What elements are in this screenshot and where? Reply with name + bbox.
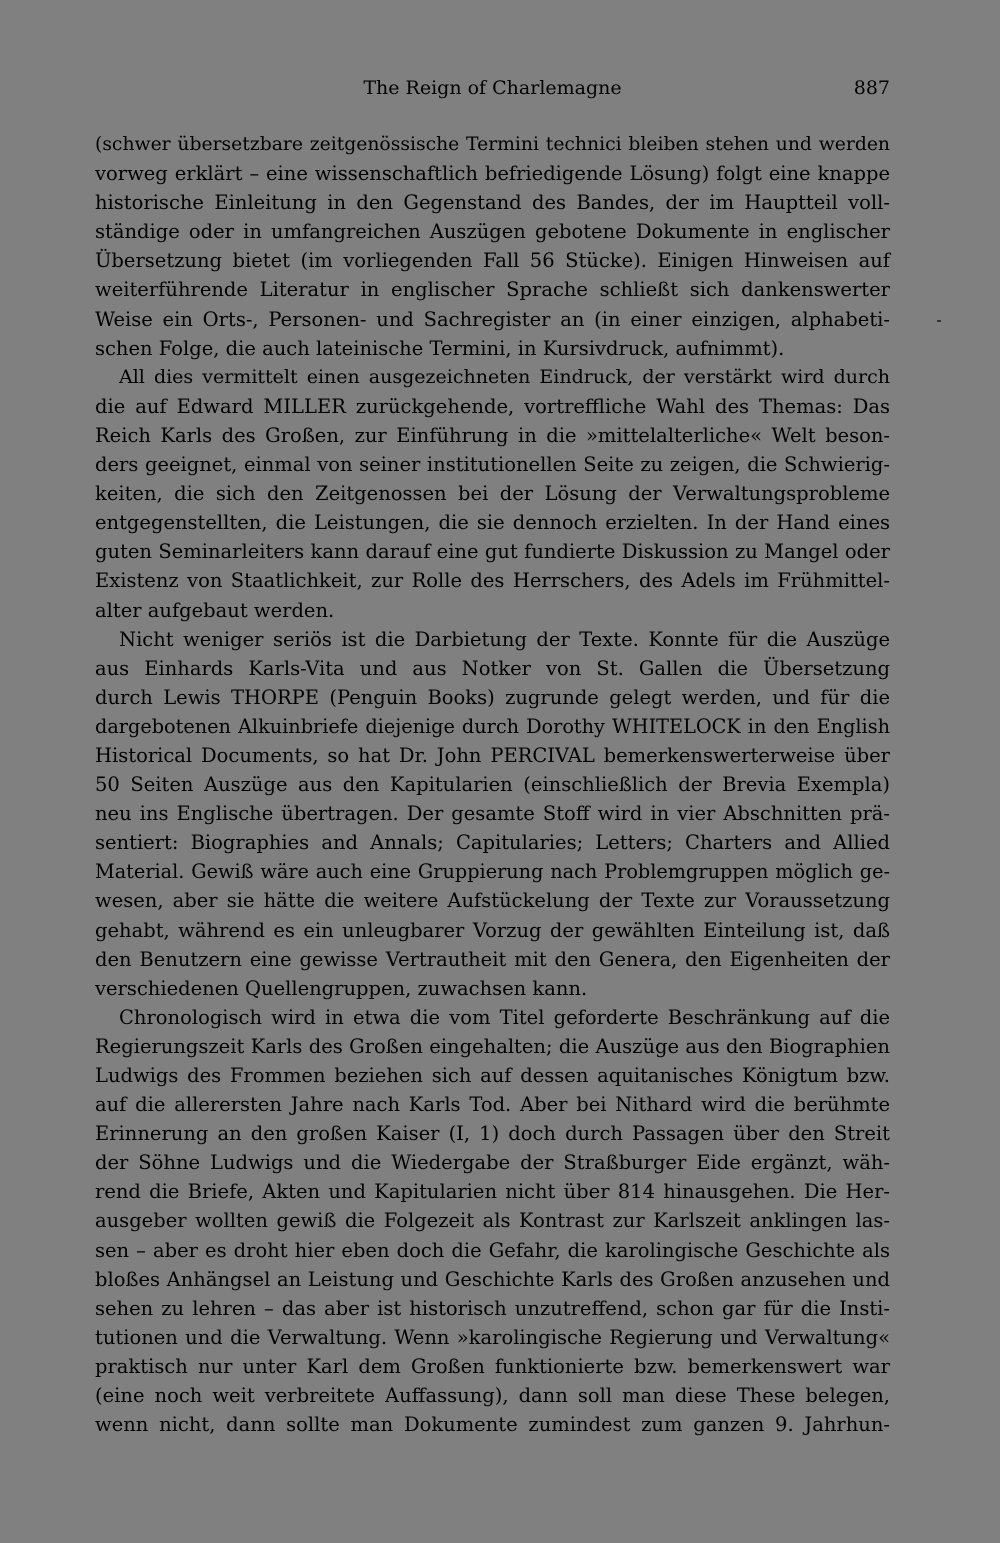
text-line: Reich Karls des Großen, zur Einführung in die »mittelalterliche« Welt beson-	[95, 423, 890, 447]
text-line: Chronologisch wird in etwa die vom Titel geforderte Beschränkung auf die	[119, 1005, 890, 1029]
text-line: durch Lewis THORPE (Penguin Books) zugrunde gelegt werden, und für die	[95, 685, 890, 709]
text-line: gehabt, während es ein unleugbarer Vorzug der gewählten Einteilung ist, daß	[95, 918, 890, 942]
text-line: Existenz von Staatlichkeit, zur Rolle des Herrschers, des Adels im Frühmittel-	[95, 569, 890, 593]
text-line: aus Einhards Karls-Vita und aus Notker von St. Gallen die Übersetzung	[95, 656, 890, 680]
text-line: Regierungszeit Karls des Großen eingehalten; die Auszüge aus den Biographien	[95, 1034, 890, 1058]
text-line: sen – aber es droht hier eben doch die Gefahr, die karolingische Geschichte als	[95, 1238, 890, 1262]
text-line: den Benutzern eine gewisse Vertrautheit mit den Genera, den Eigenheiten der	[95, 947, 890, 971]
text-line: (eine noch weit verbreitete Auffassung), dann soll man diese These belegen,	[95, 1384, 890, 1408]
text-line: Übersetzung bietet (im vorliegenden Fall 56 Stücke). Einigen Hinweisen auf	[95, 249, 890, 273]
margin-mark	[937, 320, 941, 322]
text-line: historische Einleitung in den Gegenstand des Bandes, der im Hauptteil voll-	[95, 191, 890, 215]
text-line: (schwer übersetzbare zeitgenössische Termini technici bleiben stehen und werden	[95, 134, 890, 155]
text-line: entgegenstellten, die Leistungen, die sie dennoch erzielten. In der Hand eines	[95, 511, 890, 535]
text-line: neu ins Englische übertragen. Der gesamte Stoff wird in vier Abschnitten prä-	[95, 802, 890, 826]
text-line: Historical Documents, so hat Dr. John PERCIVAL bemerkenswerterweise über	[95, 743, 890, 767]
text-line: bloßes Anhängsel an Leistung und Geschichte Karls des Großen anzusehen und	[95, 1267, 890, 1291]
text-line: sentiert: Biographies and Annals; Capitularies; Letters; Charters and Allied	[95, 831, 890, 855]
page-number: 887	[853, 77, 890, 99]
text-line: die auf Edward MILLER zurückgehende, vortreffliche Wahl des Themas: Das	[95, 394, 890, 418]
body-text	[95, 130, 890, 1439]
text-line: wenn nicht, dann sollte man Dokumente zumindest zum ganzen 9. Jahrhun-	[95, 1413, 890, 1437]
text-line: rend die Briefe, Akten und Kapitularien nicht über 814 hinausgehen. Die Her-	[95, 1180, 890, 1204]
running-title: The Reign of Charlemagne	[363, 77, 622, 99]
text-line: vorweg erklärt – eine wissenschaftlich befriedigende Lösung) folgt eine knappe	[95, 162, 890, 186]
text-line: ders geeignet, einmal von seiner institutionellen Seite zu zeigen, die Schwierig-	[95, 453, 890, 477]
text-line: dargebotenen Alkuinbriefe diejenige durch Dorothy WHITELOCK in den English	[95, 714, 890, 738]
text-line: Weise ein Orts-, Personen- und Sachregister an (in einer einzigen, alphabeti-	[95, 307, 890, 331]
text-line: Erinnerung an den großen Kaiser (I, 1) doch durch Passagen über den Streit	[95, 1122, 890, 1146]
text-line: 50 Seiten Auszüge aus den Kapitularien (einschließlich der Brevia Exempla)	[95, 773, 890, 797]
text-line: Ludwigs des Frommen beziehen sich auf dessen aquitanisches Königtum bzw.	[95, 1064, 890, 1087]
text-line: ständige oder in umfangreichen Auszügen gebotene Dokumente in englischer	[95, 220, 890, 244]
text-line: der Söhne Ludwigs und die Wiedergabe der Straßburger Eide ergänzt, wäh-	[95, 1151, 890, 1175]
running-head	[95, 76, 890, 100]
text-line: Nicht weniger seriös ist die Darbietung der Texte. Konnte für die Auszüge	[119, 627, 890, 651]
text-line: verschiedenen Quellengruppen, zuwachsen kann.	[95, 976, 588, 1000]
text-line: alter aufgebaut werden.	[95, 598, 335, 622]
text-line: tutionen und die Verwaltung. Wenn »karolingische Regierung und Verwaltung«	[95, 1325, 890, 1349]
text-line: auf die allerersten Jahre nach Karls Tod. Aber bei Nithard wird die berühmte	[95, 1093, 890, 1117]
text-line: All dies vermittelt einen ausgezeichneten Eindruck, der verstärkt wird durch	[119, 365, 890, 388]
text-line: keiten, die sich den Zeitgenossen bei der Lösung der Verwaltungsprobleme	[95, 482, 890, 506]
text-line: sehen zu lehren – das aber ist historisch unzutreffend, schon gar für die Insti-	[95, 1296, 890, 1320]
text-line: Material. Gewiß wäre auch eine Gruppierung nach Problemgruppen möglich ge-	[95, 860, 890, 884]
text-line: guten Seminarleiters kann darauf eine gut fundierte Diskussion zu Mangel oder	[95, 540, 890, 564]
text-line: wesen, aber sie hätte die weitere Aufstückelung der Texte zur Voraussetzung	[95, 889, 890, 913]
text-line: schen Folge, die auch lateinische Termini, in Kursivdruck, aufnimmt).	[95, 336, 785, 360]
text-line: weiterführende Literatur in englischer Sprache schließt sich dankenswerter	[95, 278, 890, 302]
text-line: ausgeber wollten gewiß die Folgezeit als Kontrast zur Karlszeit anklingen las-	[95, 1209, 890, 1233]
text-line: praktisch nur unter Karl dem Großen funktionierte bzw. bemerkenswert war	[95, 1354, 890, 1378]
